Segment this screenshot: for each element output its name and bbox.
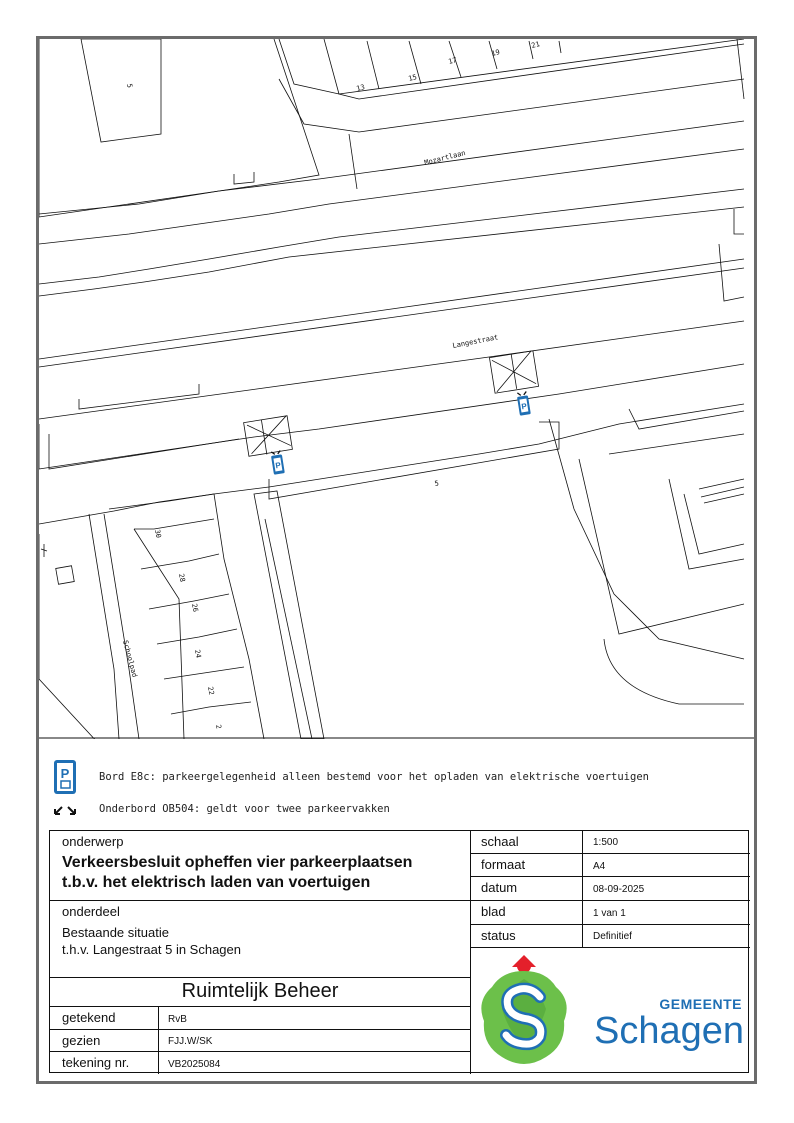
building-se-6 xyxy=(684,494,744,554)
label-22: 22 xyxy=(206,685,216,696)
house-div-4 xyxy=(157,629,237,644)
label-28: 28 xyxy=(177,572,187,583)
mozartlaan-curb xyxy=(39,121,744,214)
onderdeel-line1: Bestaande situatie xyxy=(62,925,169,940)
langestraat-median xyxy=(39,268,744,367)
label-21: 21 xyxy=(530,40,541,50)
house-div-1 xyxy=(134,519,214,529)
schaal-value: 1:500 xyxy=(593,837,619,848)
label-17: 17 xyxy=(447,56,458,66)
logo-schagen: Schagen xyxy=(593,1010,744,1052)
parking-sidewalk xyxy=(269,422,559,499)
label-24: 24 xyxy=(193,648,203,659)
house-row xyxy=(279,39,744,94)
south-curb xyxy=(39,364,744,469)
ev-sign-left xyxy=(270,450,284,474)
label-schoolpad: Schoolpad xyxy=(121,639,139,679)
label-30: 30 xyxy=(153,528,163,539)
formaat-value: A4 xyxy=(593,861,606,872)
situation-map xyxy=(39,39,754,739)
balcony xyxy=(699,479,744,503)
road-west xyxy=(89,514,119,739)
title-block xyxy=(49,830,749,1073)
gezien-label: gezien xyxy=(62,1033,101,1048)
langestraat-edge xyxy=(39,259,744,359)
front-yard-line xyxy=(279,79,744,132)
building-se-3 xyxy=(609,434,744,454)
svg-text:P: P xyxy=(274,460,282,471)
logo-gemeente: GEMEENTE xyxy=(659,996,742,1012)
house-div-3 xyxy=(149,594,229,609)
label-13: 13 xyxy=(355,83,366,93)
label-house-5-top: 5 xyxy=(125,82,134,89)
label-2: 2 xyxy=(214,723,223,730)
houses-sw-inner xyxy=(134,529,187,739)
building-se-4 xyxy=(629,409,744,429)
houses-sw xyxy=(109,494,264,739)
label-lot-5: 5 xyxy=(433,479,440,488)
mozartlaan-curb-2 xyxy=(39,149,744,244)
legend-row-e8c xyxy=(53,759,649,795)
curb-line xyxy=(234,172,254,184)
road-west-2 xyxy=(104,514,139,739)
small-box xyxy=(56,566,75,585)
building-se xyxy=(549,419,744,659)
building-frontage xyxy=(39,401,744,524)
label-mozartlaan: Mozartlaan xyxy=(423,148,467,167)
blad-value: 1 van 1 xyxy=(593,908,626,919)
label-langestraat: Langestraat xyxy=(451,333,499,350)
label-15: 15 xyxy=(407,73,418,83)
sign-ob504-icon xyxy=(53,802,77,816)
building-se-5 xyxy=(669,479,744,569)
onderdeel-label: onderdeel xyxy=(62,904,120,919)
lot-west xyxy=(39,534,99,739)
label-26: 26 xyxy=(190,602,200,613)
tekening-value: VB2025084 xyxy=(168,1059,221,1070)
house-div-5 xyxy=(164,667,244,679)
building-outline xyxy=(81,39,161,142)
datum-value: 08-09-2025 xyxy=(593,884,645,895)
onderwerp-line2: t.b.v. het elektrisch laden van voertuigen xyxy=(62,874,371,891)
drawing-sheet xyxy=(36,36,757,1084)
building-right xyxy=(734,209,744,234)
house-div-2 xyxy=(141,554,219,569)
building-se-2 xyxy=(579,459,744,634)
getekend-value: RvB xyxy=(168,1014,187,1025)
corner-curve xyxy=(604,639,744,704)
legend-text-e8c: Bord E8c: parkeergelegenheid alleen bestemd voor het opladen van elektrische voertuigen xyxy=(99,771,649,783)
formaat-label: formaat xyxy=(481,857,526,872)
south-curb-inner xyxy=(49,434,239,469)
onderwerp-line1: Verkeersbesluit opheffen vier parkeerplaatsen xyxy=(62,854,413,871)
status-label: status xyxy=(481,928,516,943)
label-19: 19 xyxy=(490,48,501,58)
svg-text:P: P xyxy=(60,766,70,781)
ev-sign-right xyxy=(516,391,530,415)
gemeente-schagen-logo-icon xyxy=(474,949,574,1071)
getekend-label: getekend xyxy=(62,1010,116,1025)
onderwerp-label: onderwerp xyxy=(62,834,124,849)
strip xyxy=(254,491,324,739)
schaal-label: schaal xyxy=(481,834,519,849)
building-right-2 xyxy=(719,244,744,301)
lot-outline xyxy=(39,39,319,217)
department-name: Ruimtelijk Beheer xyxy=(181,980,339,1002)
legend-row-ob504 xyxy=(53,802,390,816)
status-value: Definitief xyxy=(593,931,632,942)
onderdeel-line2: t.h.v. Langestraat 5 in Schagen xyxy=(62,942,241,957)
legend-text-ob504: Onderbord OB504: geldt voor twee parkeervakken xyxy=(99,803,390,815)
blad-label: blad xyxy=(481,904,506,919)
datum-label: datum xyxy=(481,880,518,895)
tekening-label: tekening nr. xyxy=(62,1055,130,1070)
svg-text:P: P xyxy=(520,401,528,412)
gezien-value: FJJ.W/SK xyxy=(168,1036,213,1047)
langestraat-lane xyxy=(39,321,744,419)
sign-e8c-icon xyxy=(53,759,77,795)
